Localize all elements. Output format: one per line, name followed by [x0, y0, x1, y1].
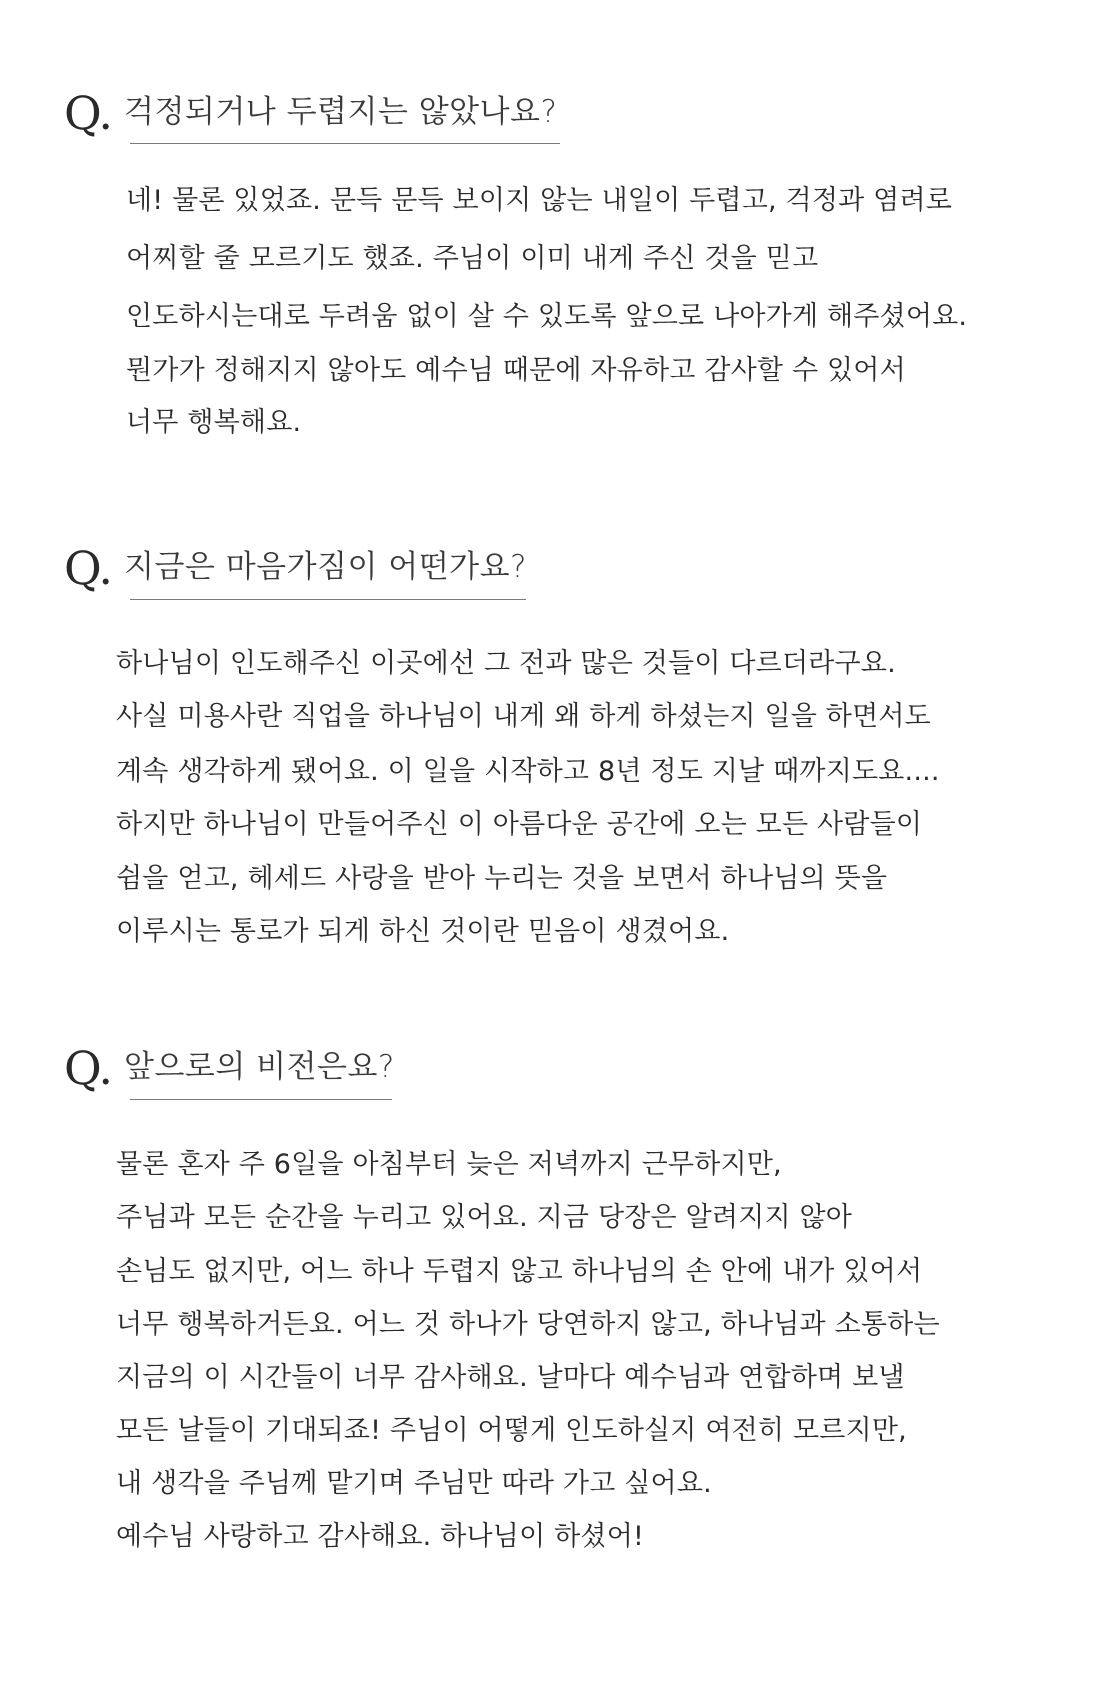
answer-line: 인도하시는대로 두려움 없이 살 수 있도록 앞으로 나아가게 해주셨어요. — [126, 301, 968, 332]
answer-line: 뭔가가 정해지지 않아도 예수님 때문에 자유하고 감사할 수 있어서 — [126, 355, 906, 386]
question-mark: Q. — [64, 541, 113, 595]
answer-line: 계속 생각하게 됐어요. 이 일을 시작하고 8년 정도 지날 때까지도요.... — [116, 756, 940, 787]
answer-line: 모든 날들이 기대되죠! 주님이 어떻게 인도하실지 여전히 모르지만, — [116, 1415, 907, 1446]
answer-line: 지금의 이 시간들이 너무 감사해요. 날마다 예수님과 연합하며 보낼 — [116, 1362, 905, 1393]
question-underline — [130, 599, 526, 600]
question-mark: Q. — [64, 1041, 113, 1095]
answer-line: 사실 미용사란 직업을 하나님이 내게 왜 하게 하셨는지 일을 하면서도 — [116, 701, 931, 732]
answer-line: 주님과 모든 순간을 누리고 있어요. 지금 당장은 알려지지 않아 — [116, 1202, 853, 1233]
answer-line: 하나님이 인도해주신 이곳에선 그 전과 많은 것들이 다르더라구요. — [116, 648, 896, 679]
answer-line: 물론 혼자 주 6일을 아침부터 늦은 저녁까지 근무하지만, — [116, 1149, 782, 1180]
question-text: 걱정되거나 두렵지는 않았나요? — [124, 94, 558, 130]
answer-line: 쉼을 얻고, 헤세드 사랑을 받아 누리는 것을 보면서 하나님의 뜻을 — [116, 863, 888, 894]
question-underline — [130, 143, 560, 144]
answer-line: 네! 물론 있었죠. 문득 문득 보이지 않는 내일이 두렵고, 걱정과 염려로 — [126, 185, 953, 216]
question-underline — [130, 1099, 392, 1100]
answer-line: 어찌할 줄 모르기도 했죠. 주님이 이미 내게 주신 것을 믿고 — [126, 243, 819, 274]
question-text: 지금은 마음가짐이 어떤가요? — [124, 549, 528, 585]
answer-line: 내 생각을 주님께 맡기며 주님만 따라 가고 싶어요. — [116, 1468, 712, 1499]
answer-line: 예수님 사랑하고 감사해요. 하나님이 하셨어! — [116, 1521, 645, 1552]
question-text: 앞으로의 비전은요? — [124, 1049, 395, 1085]
answer-line: 너무 행복해요. — [126, 407, 302, 438]
question-mark: Q. — [64, 86, 113, 140]
answer-line: 손님도 없지만, 어느 하나 두렵지 않고 하나님의 손 안에 내가 있어서 — [116, 1256, 923, 1287]
answer-line: 이루시는 통로가 되게 하신 것이란 믿음이 생겼어요. — [116, 916, 730, 947]
answer-line: 너무 행복하거든요. 어느 것 하나가 당연하지 않고, 하나님과 소통하는 — [116, 1309, 940, 1340]
answer-line: 하지만 하나님이 만들어주신 이 아름다운 공간에 오는 모든 사람들이 — [116, 809, 923, 840]
